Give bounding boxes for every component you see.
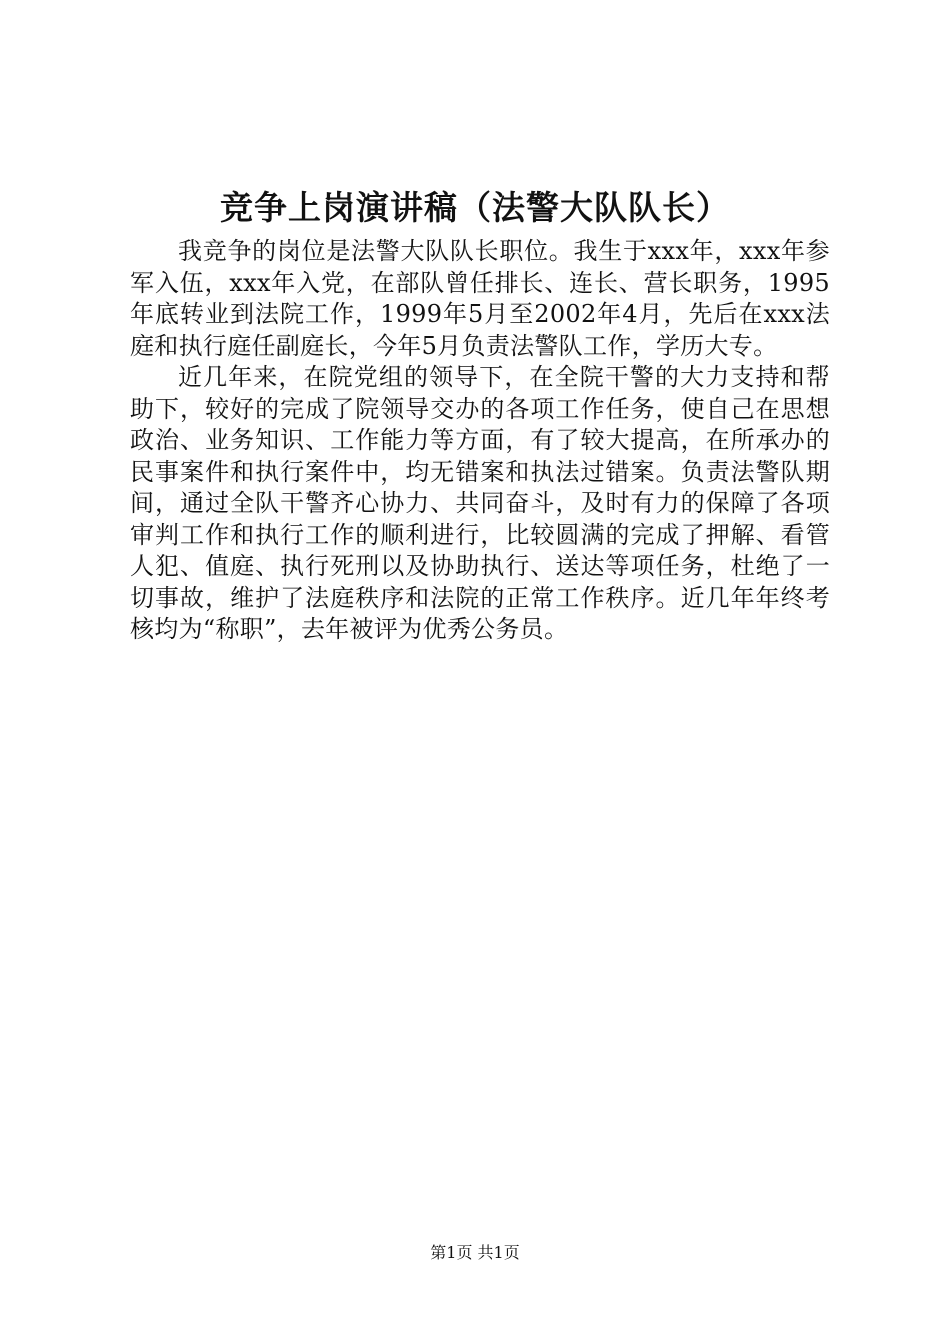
document-title: 竞争上岗演讲稿（法警大队队长）	[220, 188, 730, 227]
paragraph-2: 近几年来，在院党组的领导下，在全院干警的大力支持和帮助下，较好的完成了院领导交办的各项工作任务，使自己在思想政治、业务知识、工作能力等方面，有了较大提高，在所承办的民事案件和执行案件中，均无错案和执法过错案。负责法警队期间，通过全队干警齐心协力、共同奋斗，及时有力的保障了各项审判工作和执行工作的顺利进行，比较圆满的完成了押解、看管人犯、值庭、执行死刑以及协助执行、送达等项任务，杜绝了一切事故，维护了法庭秩序和法院的正常工作秩序。近几年年终考核均为“称职”，去年被评为优秀公务员。	[130, 363, 830, 643]
paragraph-1: 我竞争的岗位是法警大队队长职位。我生于xxx年，xxx年参军入伍，xxx年入党，在部队曾任排长、连长、营长职务，1995年底转业到法院工作，1999年5月至2002年4月，先后在xxx法庭和执行庭任副庭长，今年5月负责法警队工作，学历大专。	[130, 237, 830, 360]
page-footer: 第1页 共1页	[430, 1243, 520, 1262]
document-body	[130, 236, 830, 646]
